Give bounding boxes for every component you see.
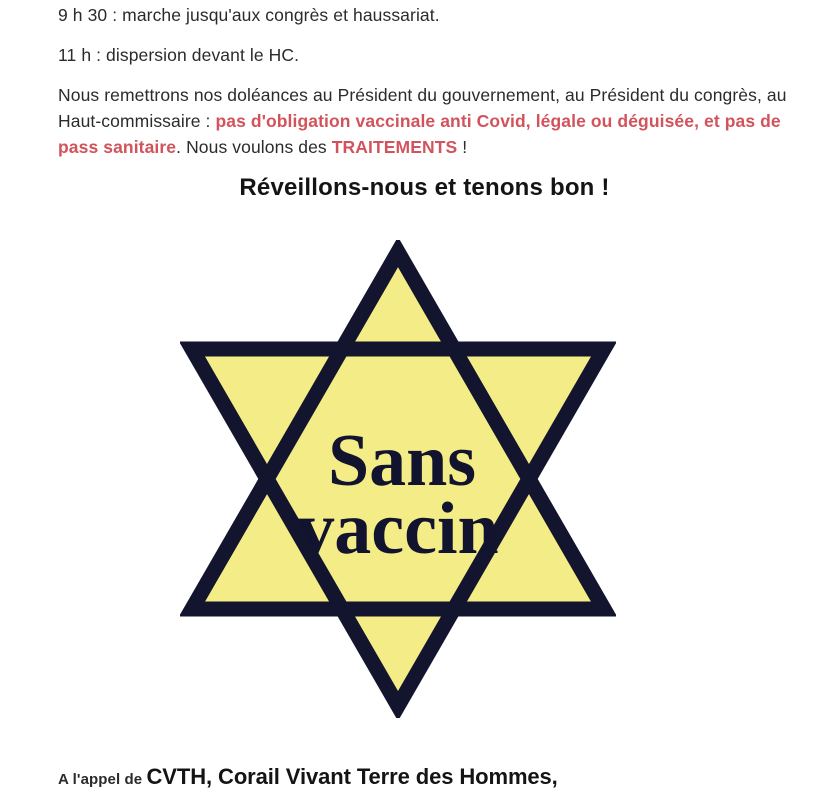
- footer-credit: [58, 766, 558, 788]
- demands-red-clause: pas d'obligation vaccinale anti Covid, légale ou déguisée, et pas de pass sanitaire: [58, 111, 781, 157]
- schedule-line-morning: 9 h 30 : marche jusqu'aux congrès et haussariat.: [58, 5, 440, 25]
- star-of-david-icon: [180, 240, 616, 718]
- demands-paragraph: [58, 82, 818, 160]
- schedule-line-dispersal: 11 h : dispersion devant le HC.: [58, 45, 300, 65]
- demands-tail-text: !: [457, 137, 468, 157]
- demands-red-emphasis: TRAITEMENTS: [331, 137, 458, 157]
- footer-credit-lead: A l'appel de: [58, 771, 143, 788]
- star-label-line1: Sans: [327, 420, 477, 502]
- footer-organisation-name: CVTH, Corail Vivant Terre des Hommes,: [146, 764, 558, 789]
- page-headline: Réveillons-nous et tenons bon !: [239, 174, 610, 201]
- demands-intro-text: Nous remettrons nos doléances au Président du gouvernement, au Président du congrès, au Haut-commissaire :: [58, 85, 787, 131]
- star-label-line2: vaccin: [297, 488, 499, 570]
- demands-connector-text: . Nous voulons des: [176, 137, 332, 157]
- star-of-david-graphic: [180, 240, 616, 718]
